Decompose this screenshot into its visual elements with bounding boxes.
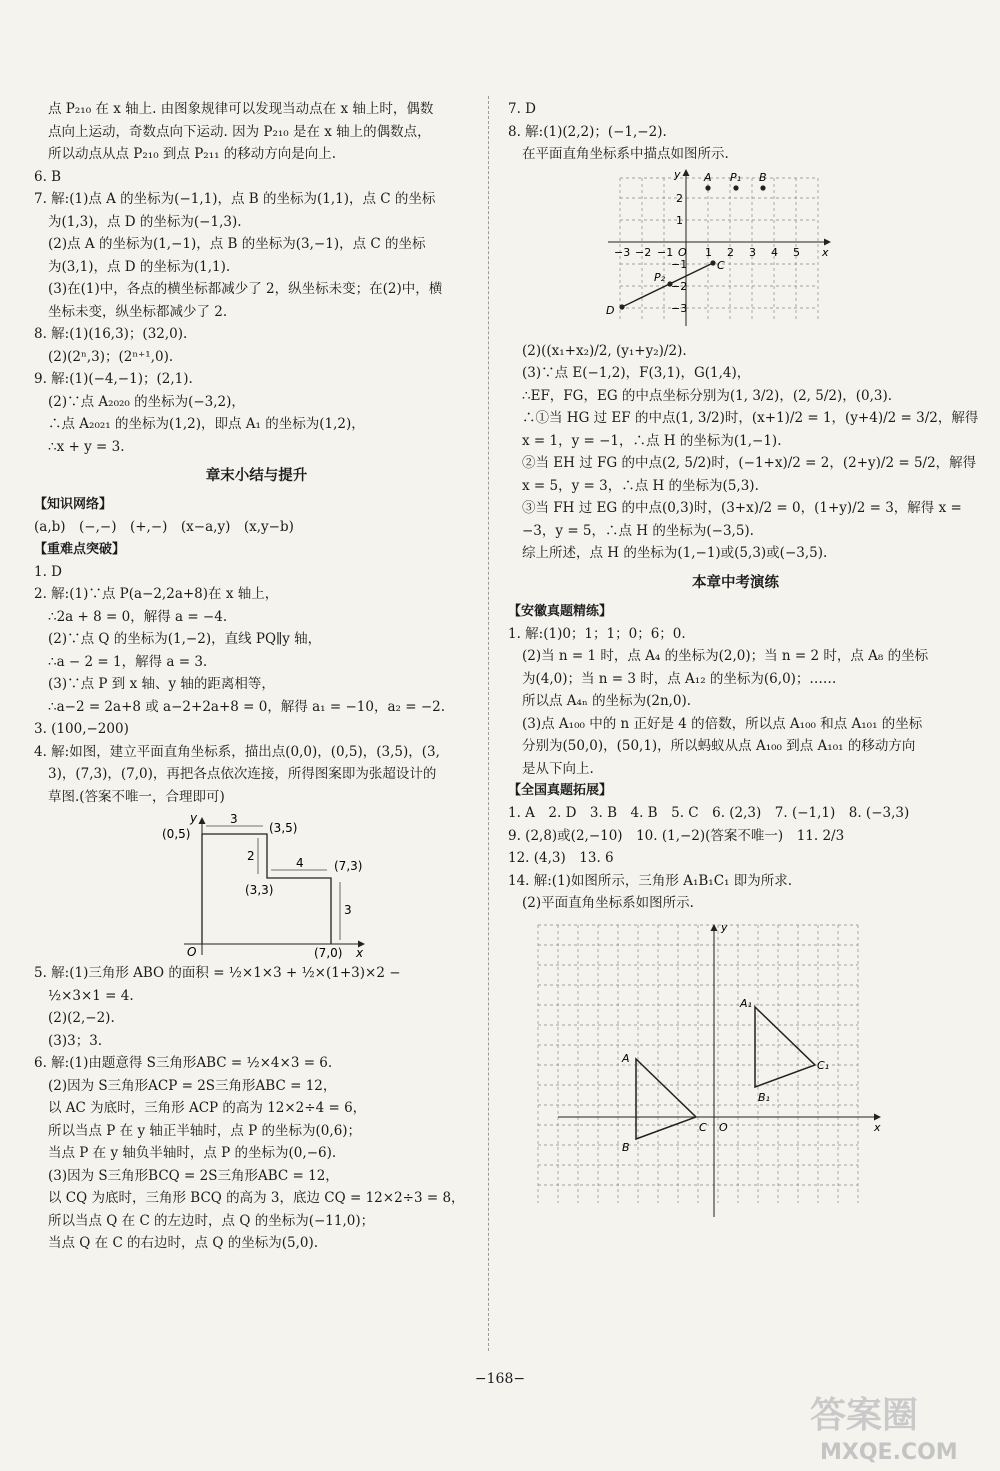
label: D	[606, 303, 615, 317]
label: P₁	[730, 170, 742, 184]
text-line: 所以当点 Q 在 C 的左边时，点 Q 的坐标为(−11,0)；	[48, 1212, 375, 1229]
point-P1	[733, 185, 738, 190]
label: −3	[671, 301, 688, 315]
watermark-top: 答案圈	[810, 1395, 919, 1436]
triangle-A1B1C1	[755, 1007, 815, 1087]
label: 4	[296, 856, 304, 870]
triangle-ABC	[636, 1059, 696, 1139]
text-line: 当点 Q 在 C 的右边时，点 Q 的坐标为(5,0).	[48, 1235, 319, 1251]
text-line: ∴a − 2 = 1，解得 a = 3.	[48, 653, 208, 670]
tag-anhui: 【安徽真题精练】	[508, 603, 613, 619]
text-line: (2)平面直角坐标系如图所示.	[522, 895, 694, 911]
label: −3	[614, 245, 631, 259]
text-line: 在平面直角坐标系中描点如图所示.	[522, 146, 729, 162]
text-line: 为(3,1)，点 D 的坐标为(1,1).	[48, 258, 231, 275]
label: y	[190, 811, 198, 825]
column-divider	[488, 96, 489, 1351]
text-line: (3)∵点 P 到 x 轴、y 轴的距离相等，	[48, 676, 275, 692]
text-line: 为(1,3)，点 D 的坐标为(−1,3).	[48, 213, 242, 230]
label: (7,3)	[334, 859, 363, 873]
text-line: 坐标未变，纵坐标都减少了 2.	[48, 303, 228, 320]
text-line: 当点 P 在 y 轴负半轴时，点 P 的坐标为(0,−6).	[48, 1145, 337, 1161]
tag-key-points: 【重难点突破】	[34, 541, 126, 557]
text-line: 所以当点 P 在 y 轴正半轴时，点 P 的坐标为(0,6)；	[48, 1122, 362, 1139]
answer-9: 9. 解:(1)(−4,−1)；(2,1).	[34, 371, 193, 387]
label: (3,5)	[269, 821, 298, 835]
text-line: −3，y = 5，∴点 H 的坐标为(−3,5).	[522, 522, 754, 539]
text-line: 以 AC 为底时，三角形 ACP 的高为 12×2÷4 = 6，	[48, 1100, 367, 1116]
text-line: (3)在(1)中，各点的横坐标都减少了 2，纵坐标未变；在(2)中，横	[48, 281, 443, 297]
text-line: (2)∵点 Q 的坐标为(1,−2)，直线 PQ∥y 轴，	[48, 631, 322, 647]
section-title-summary: 章末小结与提升	[205, 468, 308, 484]
text-line: 3)，(7,3)，(7,0)，再把各点依次连接，所得图案即为张超设计的	[48, 766, 437, 782]
text-line: 为(4,0)；当 n = 3 时，点 A₁₂ 的坐标为(6,0)；……	[522, 670, 837, 687]
label: x	[356, 946, 364, 960]
text-line: ∴①当 HG 过 EF 的中点(1, 3/2)时，(x+1)/2 = 1，(y+4)/2 = 3/2，解得	[522, 410, 979, 426]
text-line: 草图.(答案不唯一，合理即可)	[48, 788, 225, 805]
text-line: (2)因为 S三角形ACP = 2S三角形ABC = 12，	[48, 1077, 337, 1094]
answer-r8: 8. 解:(1)(2,2)；(−1,−2).	[508, 123, 667, 140]
left-column	[34, 98, 479, 1255]
text-line: ∴a−2 = 2a+8 或 a−2+2a+8 = 0，解得 a₁ = −10，a₂ = −2.	[48, 698, 446, 715]
text-line: 所以点 A₄ₙ 的坐标为(2n,0).	[522, 693, 692, 709]
text-line: x = 5，y = 3，∴点 H 的坐标为(5,3).	[522, 477, 759, 494]
label: 3	[230, 812, 238, 826]
label: O	[719, 1120, 728, 1134]
label: 2	[727, 245, 734, 259]
text-line: 点 P₂₁₀ 在 x 轴上. 由图象规律可以发现当动点在 x 轴上时，偶数	[48, 101, 434, 117]
text-line: ∴2a + 8 = 0，解得 a = −4.	[48, 608, 228, 625]
text-line: (2)((x₁+x₂)/2, (y₁+y₂)/2).	[522, 342, 687, 359]
tag-knowledge: 【知识网络】	[34, 497, 113, 512]
section-title-exam: 本章中考演练	[692, 574, 779, 591]
answer-6: 6. B	[34, 168, 62, 185]
text-line: (3)∵点 E(−1,2)，F(3,1)，G(1,4)，	[522, 365, 751, 381]
grid	[538, 925, 858, 1203]
label: B	[759, 170, 767, 184]
national-answers: 14. 解:(1)如图所示，三角形 A₁B₁C₁ 即为所求.	[508, 872, 793, 889]
label: (3,3)	[245, 883, 274, 897]
text-line: 点向上运动，奇数点向下运动. 因为 P₂₁₀ 是在 x 轴上的偶数点，	[48, 123, 431, 140]
text-line: ③当 FH 过 EG 的中点(0,3)时，(3+x)/2 = 0，(1+y)/2 = 3，解得 x =	[522, 500, 962, 516]
text-line: ∴x + y = 3.	[48, 438, 125, 455]
label: y	[674, 167, 681, 181]
text-line: ∴EF，FG，EG 的中点坐标分别为(1, 3/2)，(2, 5/2)，(0,3).	[522, 387, 893, 404]
text-line: (2)(2,−2).	[48, 1010, 115, 1026]
text-line: 所以动点从点 P₂₁₀ 到点 P₂₁₁ 的移动方向是向上.	[48, 146, 337, 162]
label: (0,5)	[162, 827, 191, 841]
label: −1	[657, 245, 674, 259]
label: 1	[705, 245, 712, 259]
key-answer-5: 5. 解:(1)三角形 ABO 的面积 = ½×1×3 + ½×(1+3)×2 −	[34, 965, 401, 981]
answer-r7: 7. D	[508, 101, 536, 117]
knowledge-line: (a,b) (−,−) (+,−) (x−a,y) (x,y−b)	[34, 519, 294, 535]
label: A₁	[740, 996, 752, 1010]
label: 2	[676, 191, 683, 205]
text-line: (2)(2ⁿ,3)；(2ⁿ⁺¹,0).	[48, 348, 174, 365]
figure-q8	[508, 168, 963, 338]
text-line: (2)当 n = 1 时，点 A₄ 的坐标为(2,0)；当 n = 2 时，点 A₈ 的坐标	[522, 648, 929, 664]
key-answer-1: 1. D	[34, 563, 62, 580]
label: C₁	[817, 1058, 830, 1072]
label: O	[187, 945, 197, 959]
label: P₂	[654, 270, 666, 284]
label: y	[721, 920, 728, 934]
label: O	[678, 245, 687, 259]
point-A	[705, 185, 710, 190]
text-line: ②当 EH 过 FG 的中点(2, 5/2)时，(−1+x)/2 = 2，(2+y)/2 = 5/2，解得	[522, 455, 977, 471]
text-line: 是从下向上.	[522, 760, 594, 777]
label: (7,0)	[314, 946, 343, 960]
segment-DC	[622, 263, 713, 307]
label: A	[622, 1051, 630, 1065]
label: 3	[344, 903, 352, 917]
national-answers: 12. (4,3) 13. 6	[508, 850, 614, 866]
figure-q14	[508, 917, 963, 1222]
text-line: (3)点 A₁₀₀ 中的 n 正好是 4 的倍数，所以点 A₁₀₀ 和点 A₁₀₁ 的坐标	[522, 715, 923, 732]
label: −2	[635, 245, 652, 259]
label: B	[622, 1140, 630, 1154]
watermark-bottom: MXQE.COM	[820, 1440, 958, 1465]
label: 5	[793, 245, 800, 259]
answer-8: 8. 解:(1)(16,3)；(32,0).	[34, 326, 188, 342]
label: x	[874, 1120, 881, 1134]
text-line: ∴点 A₂₀₂₁ 的坐标为(1,2)，即点 A₁ 的坐标为(1,2)，	[48, 416, 365, 432]
tag-national: 【全国真题拓展】	[508, 783, 613, 798]
label: x	[822, 245, 829, 259]
label: A	[704, 170, 712, 184]
text-line: 以 CQ 为底时，三角形 BCQ 的高为 3，底边 CQ = 12×2÷3 = 8，	[48, 1190, 465, 1206]
label: 4	[771, 245, 778, 259]
answer-7: 7. 解:(1)点 A 的坐标为(−1,1)，点 B 的坐标为(1,1)，点 C 的坐标	[34, 191, 436, 207]
text-line: (2)点 A 的坐标为(1,−1)，点 B 的坐标为(3,−1)，点 C 的坐标	[48, 236, 426, 252]
key-answer-3: 3. (100,−200)	[34, 721, 129, 737]
label: 2	[247, 849, 255, 863]
right-column	[508, 98, 979, 1224]
key-answer-2: 2. 解:(1)∵点 P(a−2,2a+8)在 x 轴上，	[34, 586, 279, 602]
label: C	[699, 1120, 707, 1134]
label: C	[717, 258, 725, 272]
text-line: (3)因为 S三角形BCQ = 2S三角形ABC = 12，	[48, 1167, 339, 1184]
label: 3	[749, 245, 756, 259]
national-answers: 1. A 2. D 3. B 4. B 5. C 6. (2,3) 7. (−1,1) 8. (−3,3)	[508, 805, 910, 821]
label: −1	[671, 257, 688, 271]
label: B₁	[758, 1090, 770, 1104]
point-C	[710, 260, 715, 265]
text-line: 分别为(50,0)，(50,1)，所以蚂蚁从点 A₁₀₀ 到点 A₁₀₁ 的移动方向	[522, 738, 916, 754]
text-line: x = 1，y = −1，∴点 H 的坐标为(1,−1).	[522, 432, 782, 449]
label: 1	[676, 213, 683, 227]
figure-q4	[34, 810, 479, 960]
key-answer-6: 6. 解:(1)由题意得 S三角形ABC = ½×4×3 = 6.	[34, 1055, 333, 1071]
label: −2	[671, 279, 688, 293]
text-line: 综上所述，点 H 的坐标为(1,−1)或(5,3)或(−3,5).	[522, 545, 828, 561]
text-line: ½×3×1 = 4.	[48, 987, 134, 1004]
key-answer-4: 4. 解:如图，建立平面直角坐标系，描出点(0,0)，(0,5)，(3,5)，(3,	[34, 743, 440, 760]
watermark-logo	[790, 1385, 990, 1465]
point-B	[760, 185, 765, 190]
page-number: −168−	[474, 1371, 526, 1387]
national-answers: 9. (2,8)或(2,−10) 10. (1,−2)(答案不唯一) 11. 2/3	[508, 827, 845, 844]
text-line: (2)∵点 A₂₀₂₀ 的坐标为(−3,2)，	[48, 393, 245, 410]
point-D	[619, 304, 624, 309]
text-line: (3)3；3.	[48, 1032, 103, 1049]
anhui-answer: 1. 解:(1)0；1；1；0；6；0.	[508, 625, 686, 642]
